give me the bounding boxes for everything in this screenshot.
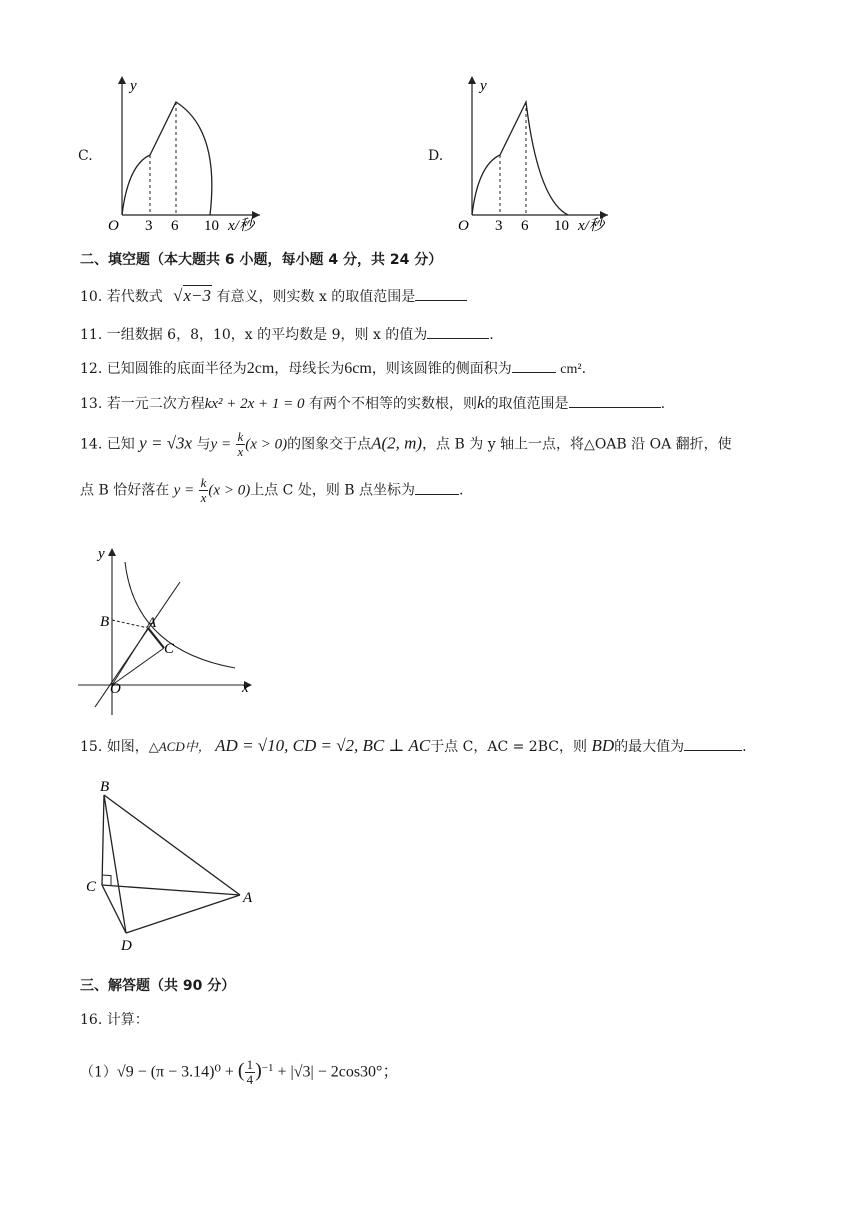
q14-cond: (x > 0) [245, 436, 288, 453]
q14-p2: 与 [196, 436, 211, 453]
c-axis-y: y [130, 78, 137, 94]
q12-end: . [581, 361, 587, 377]
q14-p3: 的图象交于点 [287, 436, 372, 453]
d-tick-10: 10 [554, 218, 569, 234]
question-13 [80, 393, 665, 414]
option-d-label: D. [428, 148, 444, 164]
q15-pre: 如图， [106, 739, 149, 755]
q10-post: 有意义，则实数 x 的取值范围是 [216, 289, 416, 305]
option-c-graph [100, 70, 270, 235]
question-15 [80, 736, 747, 757]
q14-curve-lhs: y = [210, 436, 232, 453]
d-origin: O [458, 218, 469, 234]
q14-frac-k: k [237, 429, 244, 444]
option-c-label: C. [78, 148, 93, 164]
question-11 [80, 324, 494, 345]
q15-end: . [742, 739, 747, 755]
q11-end: . [489, 327, 494, 343]
q14-frac-x: x [237, 444, 244, 459]
q12-answer-blank[interactable] [512, 358, 556, 373]
q15-answer-blank[interactable] [684, 736, 742, 751]
q14-end: . [459, 482, 464, 499]
q15-figure [78, 775, 278, 960]
q13-end: . [660, 396, 666, 412]
q12-pre: 已知圆锥的底面半径为 [106, 361, 247, 377]
q14-answer-blank[interactable] [415, 480, 459, 495]
q14-line-eq: y = √3x [139, 433, 193, 453]
question-14-cont [80, 476, 463, 505]
q10-answer-blank[interactable] [415, 286, 467, 301]
q16-exponent: −1 [261, 1062, 274, 1074]
q16-number: 16. [80, 1012, 103, 1028]
q16-frac-num: 1 [246, 1057, 254, 1073]
question-16 [80, 1010, 149, 1030]
q14-frac-x-2: x [200, 490, 207, 505]
q14-cond-2: (x > 0) [208, 482, 251, 499]
section2-heading: 二、填空题（本大题共 6 小题，每小题 4 分，共 24 分） [80, 252, 443, 268]
q15-fig-b: B [100, 779, 110, 795]
q16-frac-den: 4 [246, 1072, 254, 1088]
q14-p6: 上点 C 处，则 B 点坐标为 [250, 482, 416, 499]
q16-part1-b: + |√3| − 2cos30°； [273, 1063, 399, 1081]
question-10: 10. 若代数式 √x−3 有意义，则实数 x 的取值范围是 [80, 286, 467, 307]
q10-pre: 若代数式 [106, 289, 163, 305]
d-tick-6: 6 [521, 218, 529, 234]
q14-point-a: A(2, m) [371, 433, 423, 453]
q14-fig-o: O [110, 681, 121, 697]
d-tick-3: 3 [495, 218, 503, 234]
q12-unit: cm² [560, 362, 582, 377]
option-d-graph [450, 70, 630, 235]
q15-number: 15. [80, 739, 103, 755]
q11-answer-blank[interactable] [427, 324, 489, 339]
q13-k: k [477, 393, 485, 412]
q13-equation: kx² + 2x + 1 = 0 [204, 396, 305, 412]
q13-post: 有两个不相等的实数根，则 [309, 396, 478, 412]
q13-post2: 的取值范围是 [484, 396, 569, 412]
q15-fig-c: C [86, 879, 97, 895]
q14-figure [70, 540, 270, 720]
q15-triangle: △ACD中， [148, 739, 211, 754]
q15-fig-d: D [121, 938, 132, 954]
q11-number: 11. [80, 327, 103, 343]
q14-fig-x: x [242, 680, 249, 696]
c-origin: O [108, 218, 119, 234]
c-tick-3: 3 [145, 218, 153, 234]
q14-p4: ，点 B 为 y 轴上一点，将△OAB 沿 OA 翻折，使 [422, 436, 732, 453]
q14-fig-y: y [98, 546, 105, 562]
q14-number: 14. [80, 436, 103, 453]
q12-mid: ，母线长为 [274, 361, 345, 377]
q15-mid: 于点 C，AC = 2BC，则 [430, 739, 587, 755]
q16-part1-a: √9 − (π − 3.14)⁰ + [116, 1063, 238, 1081]
q10-expr: x−3 [183, 286, 212, 305]
q14-fig-c: C [164, 641, 175, 657]
q13-pre: 若一元二次方程 [106, 396, 205, 412]
question-12 [80, 358, 586, 380]
q11-text: 一组数据 6，8，10，x 的平均数是 9，则 x 的值为 [106, 327, 428, 343]
q16-part1-label: （1） [80, 1064, 117, 1081]
q14-frac-k-2: k [200, 475, 207, 490]
q15-post: 的最大值为 [614, 739, 685, 755]
question-14 [80, 430, 732, 459]
q14-curve-lhs-2: y = [173, 482, 195, 499]
d-axis-y: y [480, 78, 487, 94]
question-16-part1: （1）√9 − (π − 3.14)⁰ + ( $\frac{1}{4}$ )$^{-1}$ + |√3| − 2cos30°； [80, 1057, 399, 1088]
c-axis-x: x/秒 [228, 218, 254, 234]
q13-number: 13. [80, 396, 103, 412]
q14-p1: 已知 [106, 436, 135, 453]
q15-conditions: AD = √10, CD = √2, BC ⊥ AC [215, 736, 431, 755]
q13-answer-blank[interactable] [569, 393, 661, 408]
q12-slant: 6cm [344, 360, 372, 377]
q14-fig-a: A [147, 615, 157, 631]
q14-p5: 点 B 恰好落在 [80, 482, 170, 499]
q15-fig-a: A [243, 890, 253, 906]
q12-radius: 2cm [246, 360, 275, 377]
c-tick-10: 10 [204, 218, 219, 234]
q12-post: ，则该圆锥的侧面积为 [371, 361, 512, 377]
q12-number: 12. [80, 361, 103, 377]
d-axis-x: x/秒 [578, 218, 604, 234]
q16-text: 计算： [106, 1012, 149, 1028]
q10-number: 10. [80, 289, 103, 305]
q15-bd: BD [591, 736, 615, 755]
q14-fig-b: B [100, 614, 110, 630]
section3-heading: 三、解答题（共 90 分） [80, 978, 236, 994]
c-tick-6: 6 [171, 218, 179, 234]
